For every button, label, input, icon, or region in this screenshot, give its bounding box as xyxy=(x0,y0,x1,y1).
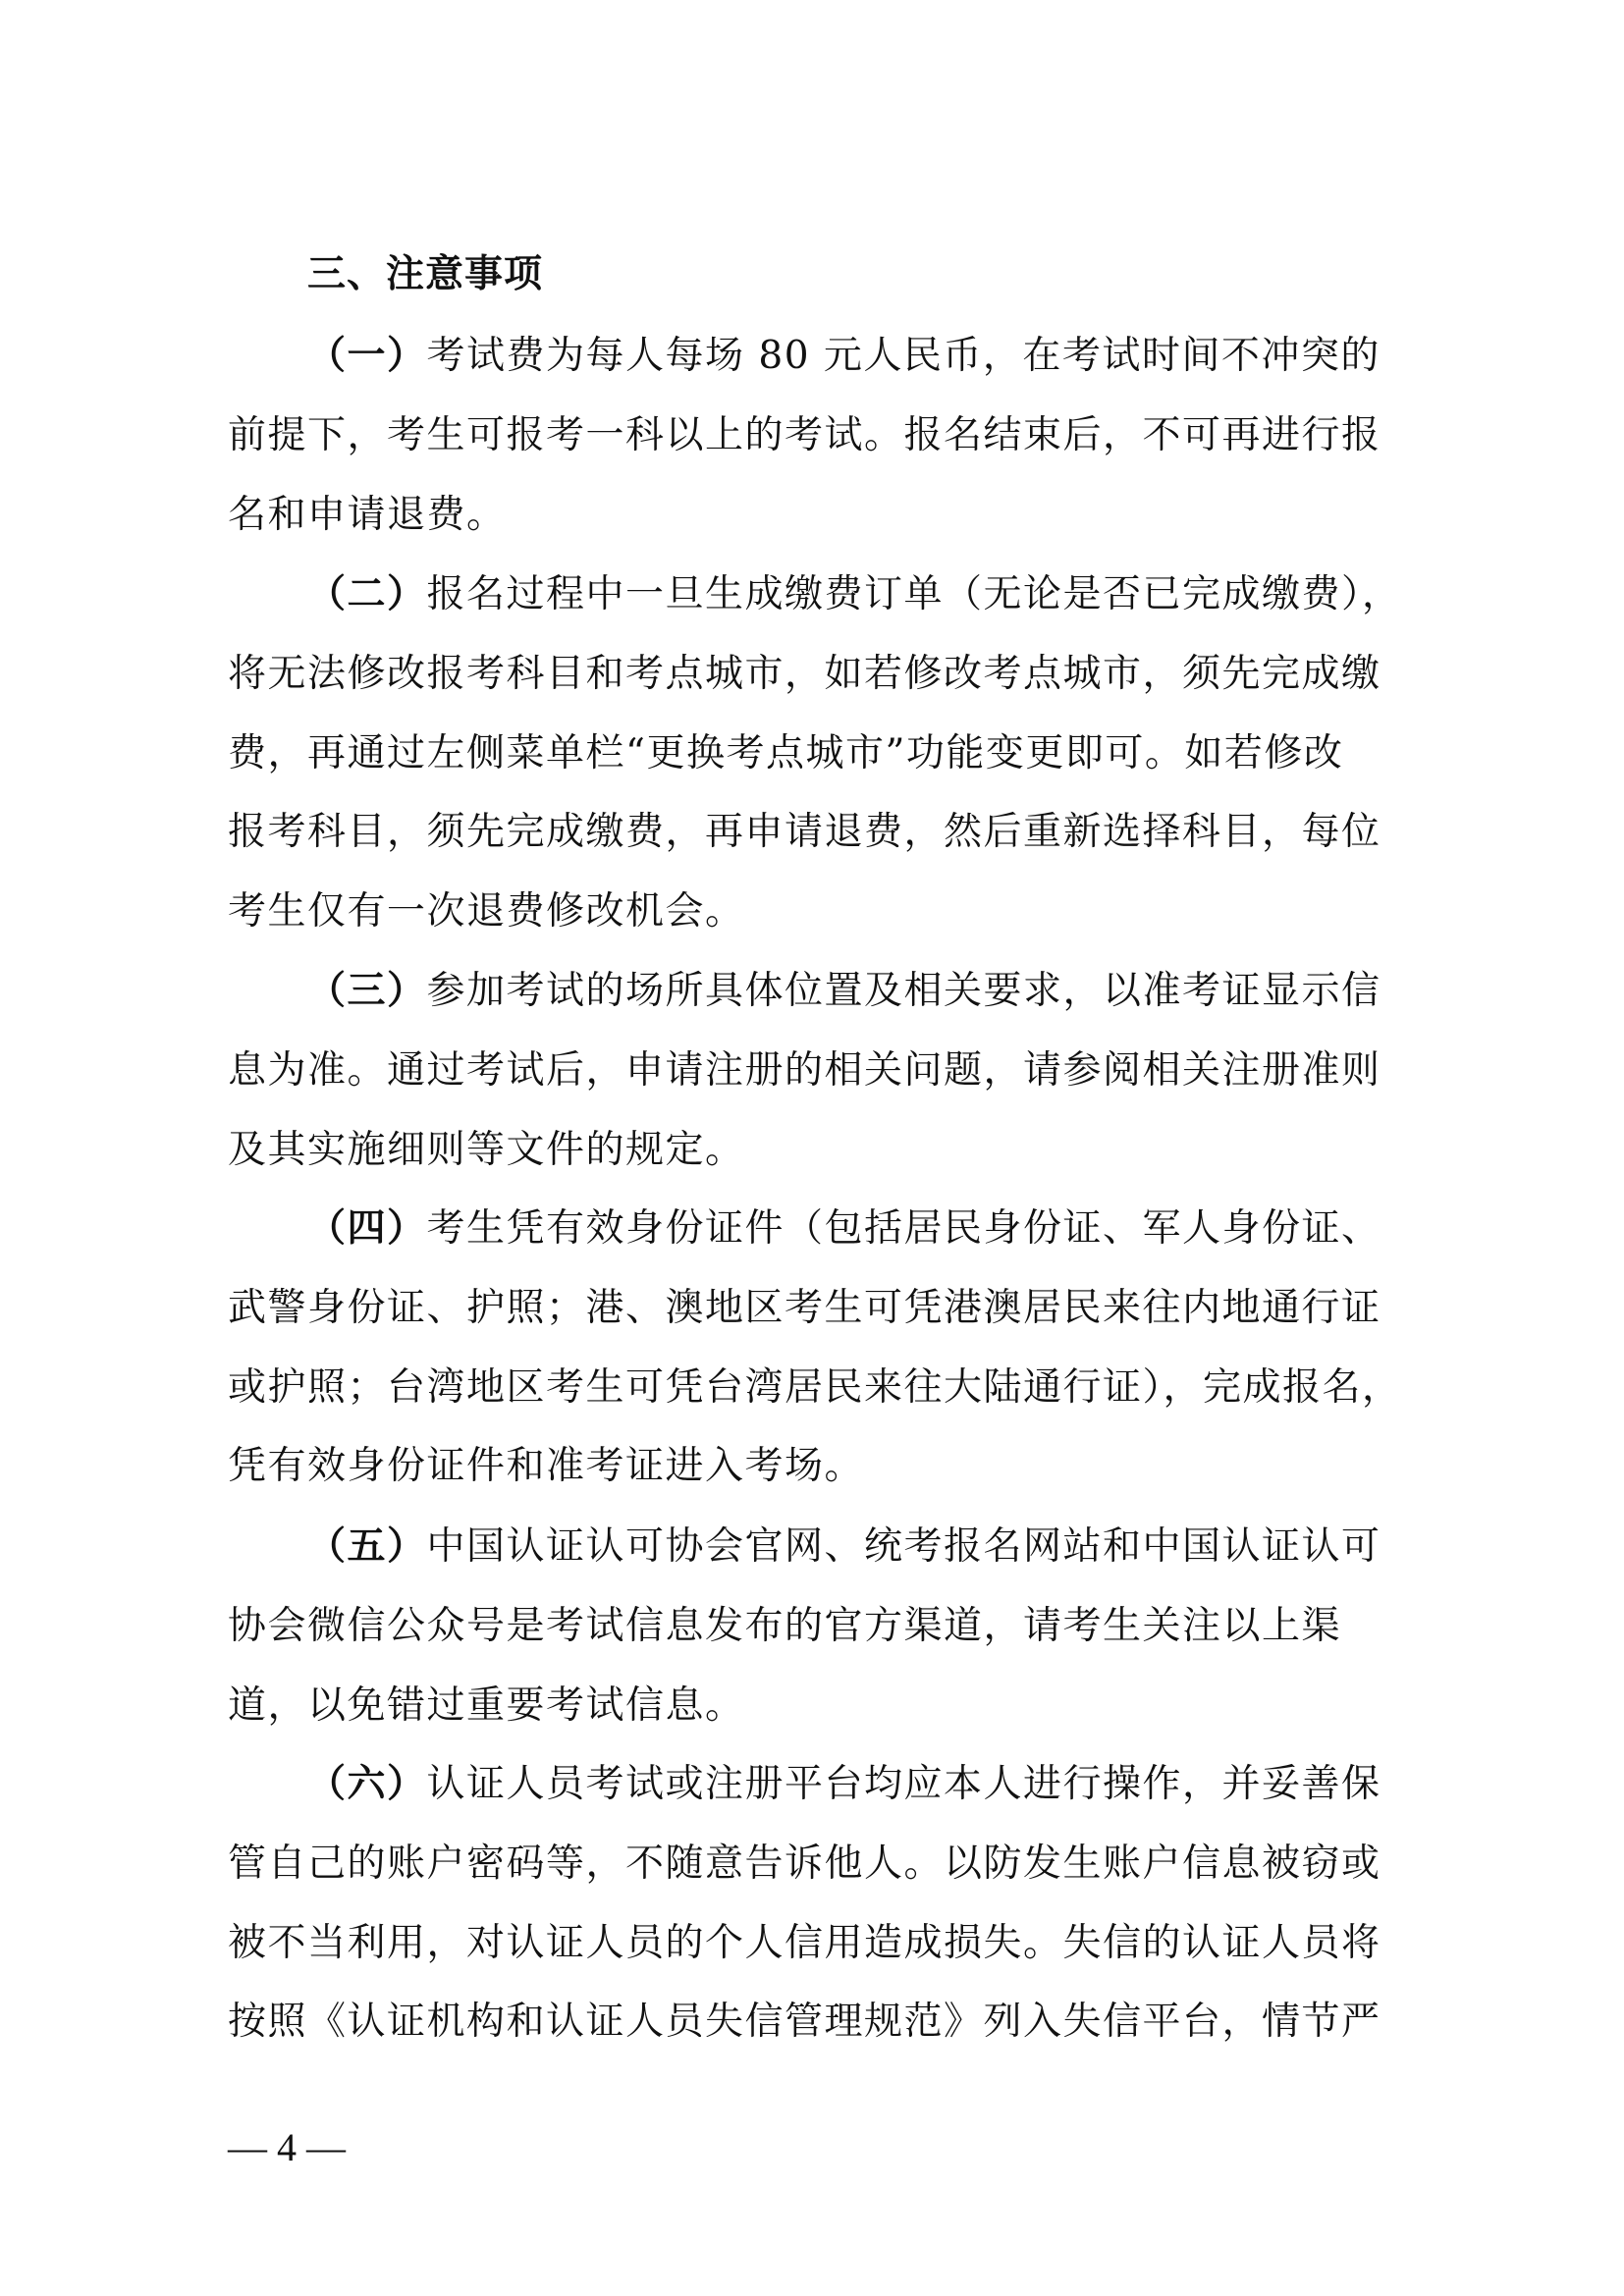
paragraph-5 xyxy=(228,1508,1406,1745)
paragraph-line xyxy=(228,1508,1406,1587)
paragraph-line xyxy=(228,952,1406,1032)
paragraph-line: 协会微信公众号是考试信息发布的官方渠道，请考生关注以上渠 xyxy=(228,1603,1342,1648)
paragraph-label: （五） xyxy=(307,1524,427,1569)
paragraph-4 xyxy=(228,1190,1406,1507)
paragraph-line: 按照《认证机构和认证人员失信管理规范》列入失信平台，情节严 xyxy=(228,2000,1381,2045)
paragraph-label: （六） xyxy=(307,1762,427,1806)
paragraph-label: （一） xyxy=(307,334,427,378)
paragraph-line: 息为准。通过考试后，申请注册的相关问题，请参阅相关注册准则 xyxy=(228,1047,1381,1093)
paragraph-2 xyxy=(228,556,1406,952)
paragraph-line: 考生仅有一次退费修改机会。 xyxy=(228,889,745,934)
paragraph-line: 将无法修改报考科目和考点城市，如若修改考点城市，须先完成缴 xyxy=(228,651,1381,696)
paragraph-line: 凭有效身份证件和准考证进入考场。 xyxy=(228,1444,865,1489)
paragraph-line: 及其实施细则等文件的规定。 xyxy=(228,1127,745,1172)
page-number: — 4 — xyxy=(228,2125,346,2169)
section-heading: 三、注意事项 xyxy=(307,252,544,296)
paragraph-6 xyxy=(228,1745,1406,2062)
paragraph-line: 武警身份证、护照；港、澳地区考生可凭港澳居民来往内地通行证 xyxy=(228,1285,1381,1330)
paragraph-text: 考试费为每人每场 80 元人民币，在考试时间不冲突的 xyxy=(426,334,1380,378)
paragraph-text: 参加考试的场所具体位置及相关要求，以准考证显示信 xyxy=(426,969,1381,1013)
paragraph-line: 报考科目，须先完成缴费，再申请退费，然后重新选择科目，每位 xyxy=(228,810,1381,855)
paragraph-text: 中国认证认可协会官网、统考报名网站和中国认证认可 xyxy=(426,1524,1381,1569)
paragraph-1 xyxy=(228,317,1406,555)
paragraph-3 xyxy=(228,952,1406,1190)
paragraph-line: 费，再通过左侧菜单栏“更换考点城市”功能变更即可。如若修改 xyxy=(228,730,1344,775)
paragraph-line: 前提下，考生可报考一科以上的考试。报名结束后，不可再进行报 xyxy=(228,412,1381,457)
paragraph-text: 认证人员考试或注册平台均应本人进行操作，并妥善保 xyxy=(426,1762,1381,1806)
paragraph-line: 或护照；台湾地区考生可凭台湾居民来往大陆通行证），完成报名， xyxy=(228,1364,1402,1410)
paragraph-line: 管自己的账户密码等，不随意告诉他人。以防发生账户信息被窃或 xyxy=(228,1841,1381,1886)
paragraph-label: （二） xyxy=(307,572,427,616)
paragraph-line: 被不当利用，对认证人员的个人信用造成损失。失信的认证人员将 xyxy=(228,1920,1381,1965)
paragraph-line: 道，以免错过重要考试信息。 xyxy=(228,1682,745,1728)
paragraph-text: 报名过程中一旦生成缴费订单（无论是否已完成缴费）， xyxy=(426,572,1402,616)
paragraph-line xyxy=(228,556,1406,635)
paragraph-line xyxy=(228,1190,1406,1269)
paragraph-text: 考生凭有效身份证件（包括居民身份证、军人身份证、 xyxy=(426,1206,1381,1251)
paragraph-line xyxy=(228,317,1406,397)
paragraph-line: 名和申请退费。 xyxy=(228,492,507,537)
paragraph-label: （四） xyxy=(307,1206,427,1251)
paragraph-line xyxy=(228,1745,1406,1825)
paragraph-label: （三） xyxy=(307,969,427,1013)
